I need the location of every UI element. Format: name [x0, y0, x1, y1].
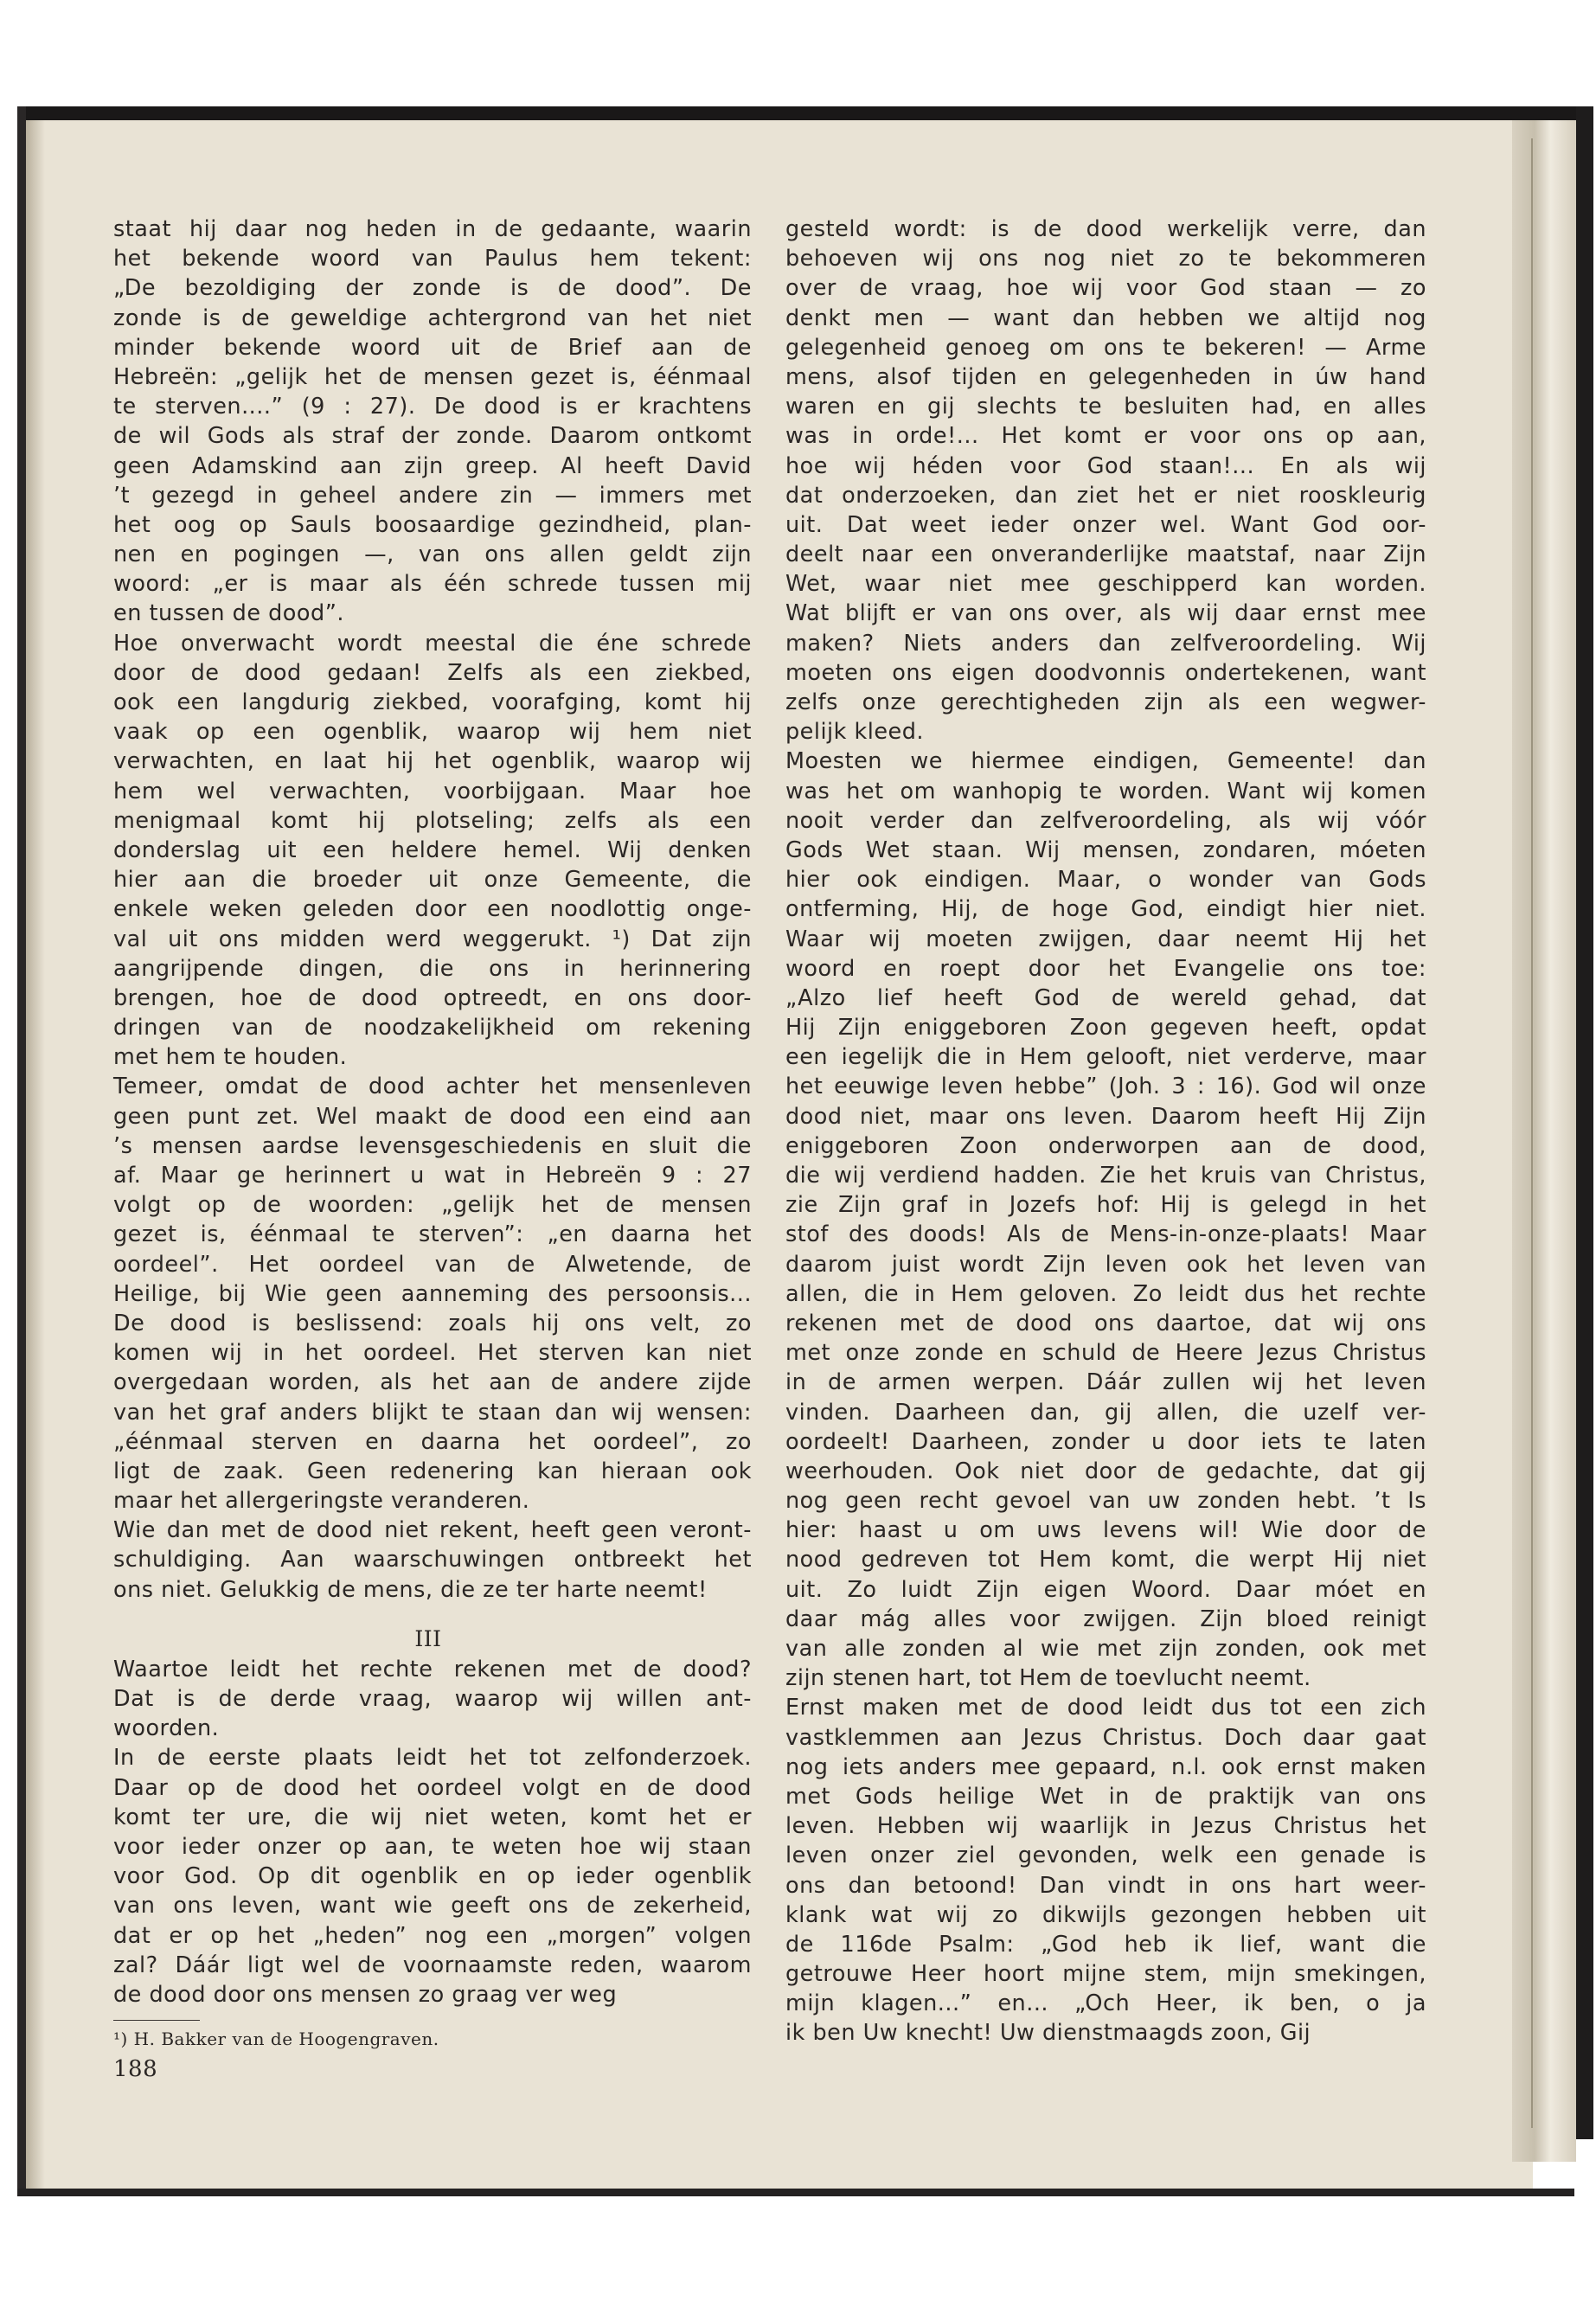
- text-line: leven. Hebben wij waarlijk in Jezus Christus het: [785, 1813, 1426, 1840]
- text-line: eniggeboren Zoon onderworpen aan de dood,: [785, 1132, 1426, 1159]
- text-line: nood gedreven tot Hem komt, die werpt Hij niet: [785, 1547, 1426, 1574]
- text-line: pelijk kleed.: [785, 719, 925, 746]
- text-line: hem wel verwachten, voorbijgaan. Maar hoe: [113, 778, 752, 804]
- scan-frame-bottom: [17, 2189, 1574, 2196]
- text-line: geen punt zet. Wel maakt de dood een eind aan: [113, 1103, 752, 1130]
- text-line: ontferming, Hij, de hoge God, eindigt hier niet.: [785, 896, 1426, 923]
- text-line: Ernst maken met de dood leidt dus tot een zich: [785, 1695, 1426, 1721]
- text-line: dringen van de noodzakelijkheid om rekening: [113, 1015, 752, 1042]
- text-line: Moesten we hiermee eindigen, Gemeente! dan: [785, 748, 1426, 775]
- text-line: voor God. Op dit ogenblik en op ieder ogenblik: [113, 1863, 752, 1890]
- text-line: „De bezoldiging der zonde is de dood”. De: [113, 275, 752, 302]
- text-line: Hebreën: „gelijk het de mensen gezet is, éénmaal: [113, 363, 752, 390]
- text-line: zelfs onze gerechtigheden zijn als een wegwer-: [785, 689, 1426, 715]
- text-line: menigmaal komt hij plotseling; zelfs als een: [113, 807, 752, 834]
- text-line: met hem te houden.: [113, 1044, 348, 1071]
- text-line: het oog op Sauls boosaardige gezindheid, plan-: [113, 511, 752, 538]
- text-line: en tussen de dood”.: [113, 600, 345, 627]
- text-line: zie Zijn graf in Jozefs hof: Hij is gelegd in het: [785, 1192, 1426, 1219]
- paragraph: [113, 215, 752, 629]
- text-line: behoeven wij ons nog niet zo te bekommeren: [785, 246, 1426, 272]
- paragraph: [113, 629, 752, 1073]
- text-line: Hij Zijn eniggeboren Zoon gegeven heeft, opdat: [785, 1015, 1426, 1042]
- text-line: ik ben Uw knecht! Uw dienstmaagds zoon, Gij: [785, 2020, 1311, 2047]
- text-line: geen Adamskind aan zijn greep. Al heeft David: [113, 452, 752, 479]
- text-line: gelegenheid genoeg om ons te bekeren! — Arme: [785, 334, 1426, 361]
- text-line: gezet is, éénmaal te sterven”: „en daarna het: [113, 1221, 752, 1248]
- text-line: enkele weken geleden door een noodlottig onge-: [113, 896, 752, 923]
- text-line: Waartoe leidt het rechte rekenen met de dood?: [113, 1656, 752, 1682]
- text-line: In de eerste plaats leidt het tot zelfonderzoek.: [113, 1745, 752, 1772]
- text-line: zal? Dáár ligt wel de voornaamste reden, waarom: [113, 1952, 752, 1978]
- text-line: dat er op het „heden” nog een „morgen” volgen: [113, 1922, 752, 1949]
- text-line: af. Maar ge herinnert u wat in Hebreën 9 : 27: [113, 1163, 752, 1189]
- text-line: daarom juist wordt Zijn leven ook het leven van: [785, 1251, 1426, 1278]
- text-line: met Gods heilige Wet in de praktijk van ons: [785, 1783, 1426, 1810]
- paragraph: [113, 1516, 752, 1605]
- paragraph: [785, 215, 1426, 747]
- paragraph: [113, 1743, 752, 2009]
- paragraph: [785, 1693, 1426, 2048]
- text-line: overgedaan worden, als het aan de andere zijde: [113, 1369, 752, 1396]
- text-line: uit. Dat weet ieder onzer wel. Want God oor-: [785, 511, 1426, 538]
- text-line: ons niet. Gelukkig de mens, die ze ter harte neemt!: [113, 1576, 708, 1603]
- text-line: komen wij in het oordeel. Het sterven kan niet: [113, 1340, 752, 1367]
- text-line: Wat blijft er van ons over, als wij daar ernst mee: [785, 600, 1426, 627]
- text-line: de dood door ons mensen zo graag ver weg: [113, 1981, 618, 2008]
- text-line: „Alzo lief heeft God de wereld gehad, dat: [785, 984, 1426, 1011]
- paragraph: [113, 1655, 752, 1744]
- text-line: was het om wanhopig te worden. Want wij komen: [785, 778, 1426, 804]
- text-line: ons dan betoond! Dan vindt in ons hart weer-: [785, 1872, 1426, 1899]
- text-line: met onze zonde en schuld de Heere Jezus Christus: [785, 1340, 1426, 1367]
- text-line: de 116de Psalm: „God heb ik lief, want die: [785, 1931, 1426, 1958]
- page-edge-line: [1531, 138, 1533, 2128]
- text-line: van het graf anders blijkt te staan dan wij wensen:: [113, 1399, 752, 1426]
- text-line: klank wat wij zo dikwijls gezongen hebben uit: [785, 1901, 1426, 1928]
- right-column-body: [785, 215, 1426, 2048]
- text-line: zonde is de geweldige achtergrond van het niet: [113, 304, 752, 331]
- text-line: dood niet, maar ons leven. Daarom heeft Hij Zijn: [785, 1103, 1426, 1130]
- text-line: volgt op de woorden: „gelijk het de mensen: [113, 1192, 752, 1219]
- text-line: komt ter ure, die wij niet weten, komt het er: [113, 1804, 752, 1830]
- text-line: ligt de zaak. Geen redenering kan hieraan ook: [113, 1458, 752, 1484]
- text-line: Heilige, bij Wie geen aanneming des persoonsis...: [113, 1280, 752, 1307]
- text-line: moeten ons eigen doodvonnis ondertekenen, want: [785, 659, 1426, 686]
- text-line: brengen, hoe de dood optreedt, en ons door-: [113, 984, 752, 1011]
- text-line: over de vraag, hoe wij voor God staan — zo: [785, 275, 1426, 302]
- text-line: allen, die in Hem geloven. Zo leidt dus het rechte: [785, 1280, 1426, 1307]
- text-line: oordeelt! Daarheen, zonder u door iets te laten: [785, 1428, 1426, 1455]
- text-line: het eeuwige leven hebbe” (Joh. 3 : 16). God wil onze: [785, 1074, 1426, 1100]
- text-line: Daar op de dood het oordeel volgt en de dood: [113, 1774, 752, 1801]
- left-column-body: [113, 215, 752, 1605]
- text-line: minder bekende woord uit de Brief aan de: [113, 334, 752, 361]
- text-line: zijn stenen hart, tot Hem de toevlucht neemt.: [785, 1665, 1311, 1692]
- text-line: dat onderzoeken, dan ziet het er niet rooskleurig: [785, 482, 1426, 509]
- paragraph: [785, 747, 1426, 1693]
- text-line: een iegelijk die in Hem gelooft, niet verderve, maar: [785, 1044, 1426, 1071]
- text-line: aangrijpende dingen, die ons in herinnering: [113, 955, 752, 982]
- text-line: het bekende woord van Paulus hem tekent:: [113, 246, 752, 272]
- text-line: die wij verdiend hadden. Zie het kruis van Christus,: [785, 1163, 1426, 1189]
- text-line: ’s mensen aardse levensgeschiedenis en sluit die: [113, 1132, 752, 1159]
- text-line: stof des doods! Als de Mens-in-onze-plaats! Maar: [785, 1221, 1426, 1248]
- scan-frame-top: [17, 106, 1593, 120]
- footnote: ¹) H. Bakker van de Hoogengraven.: [113, 2029, 439, 2050]
- text-line: val uit ons midden werd weggerukt. ¹) Dat zijn: [113, 926, 752, 952]
- text-line: donderslag uit een heldere hemel. Wij denken: [113, 836, 752, 863]
- text-line: hoe wij héden voor God staan!... En als wij: [785, 452, 1426, 479]
- text-line: gesteld wordt: is de dood werkelijk verre, dan: [785, 216, 1426, 242]
- text-line: oordeel”. Het oordeel van de Alwetende, de: [113, 1251, 752, 1278]
- text-line: nen en pogingen —, van ons allen geldt zijn: [113, 542, 752, 568]
- text-line: De dood is beslissend: zoals hij ons velt, zo: [113, 1310, 752, 1336]
- text-line: maar het allergeringste veranderen.: [113, 1488, 530, 1515]
- footnote-rule: [113, 2020, 200, 2021]
- text-line: in de armen werpen. Dáár zullen wij het leven: [785, 1369, 1426, 1396]
- text-line: woorden.: [113, 1715, 220, 1742]
- text-line: getrouwe Heer hoort mijne stem, mijn smekingen,: [785, 1961, 1426, 1988]
- paragraph: [113, 1072, 752, 1516]
- text-line: Hoe onverwacht wordt meestal die éne schrede: [113, 630, 752, 657]
- text-line: van alle zonden al wie met zijn zonden, ook met: [785, 1636, 1426, 1662]
- page-number: 188: [113, 2056, 158, 2083]
- text-line: leven onzer ziel gevonden, welk een genade is: [785, 1843, 1426, 1869]
- text-line: hier ook eindigen. Maar, o wonder van Gods: [785, 867, 1426, 894]
- text-line: Waar wij moeten zwijgen, daar neemt Hij het: [785, 926, 1426, 952]
- page-edge: [1512, 120, 1576, 2162]
- text-line: Temeer, omdat de dood achter het mensenleven: [113, 1074, 752, 1100]
- text-line: denkt men — want dan hebben we altijd nog: [785, 304, 1426, 331]
- text-line: nog geen recht gevoel van uw zonden hebt. ’t Is: [785, 1488, 1426, 1515]
- section-three-body: [113, 1655, 752, 2009]
- text-line: hier aan die broeder uit onze Gemeente, die: [113, 867, 752, 894]
- text-line: woord: „er is maar als één schrede tussen mij: [113, 571, 752, 598]
- text-line: mens, alsof tijden en gelegenheden in úw hand: [785, 363, 1426, 390]
- text-line: de wil Gods als straf der zonde. Daarom ontkomt: [113, 423, 752, 450]
- binding-shadow: [26, 120, 45, 2189]
- text-line: schuldiging. Aan waarschuwingen ontbreekt het: [113, 1547, 752, 1574]
- text-line: door de dood gedaan! Zelfs als een ziekbed,: [113, 659, 752, 686]
- text-line: woord en roept door het Evangelie ons toe:: [785, 955, 1426, 982]
- text-line: vaak op een ogenblik, waarop wij hem niet: [113, 719, 752, 746]
- text-line: ook een langdurig ziekbed, voorafging, komt hij: [113, 689, 752, 715]
- text-line: mijn klagen...” en... „Och Heer, ik ben, o ja: [785, 1990, 1426, 2017]
- text-line: Dat is de derde vraag, waarop wij willen ant-: [113, 1686, 752, 1712]
- text-line: voor ieder onzer op aan, te weten hoe wij staan: [113, 1833, 752, 1860]
- text-line: te sterven....” (9 : 27). De dood is er krachtens: [113, 394, 752, 420]
- scan-frame-right: [1576, 106, 1593, 2139]
- text-line: was in orde!... Het komt er voor ons op aan,: [785, 423, 1426, 450]
- text-line: deelt naar een onveranderlijke maatstaf, naar Zijn: [785, 542, 1426, 568]
- section-number: III: [414, 1625, 442, 1651]
- text-line: verwachten, en laat hij het ogenblik, waarop wij: [113, 748, 752, 775]
- text-line: Wie dan met de dood niet rekent, heeft geen veront-: [113, 1517, 752, 1544]
- scan-frame-left: [17, 106, 26, 2196]
- left-column: [113, 215, 752, 2086]
- text-line: waren en gij slechts te besluiten had, en alles: [785, 394, 1426, 420]
- text-line: weerhouden. Ook niet door de gedachte, dat gij: [785, 1458, 1426, 1484]
- text-line: Wet, waar niet mee geschipperd kan worden.: [785, 571, 1426, 598]
- text-line: staat hij daar nog heden in de gedaante, waarin: [113, 216, 752, 242]
- text-line: vastklemmen aan Jezus Christus. Doch daar gaat: [785, 1724, 1426, 1751]
- text-line: maken? Niets anders dan zelfveroordeling. Wij: [785, 630, 1426, 657]
- text-line: ’t gezegd in geheel andere zin — immers met: [113, 482, 752, 509]
- text-line: „éénmaal sterven en daarna het oordeel”, zo: [113, 1428, 752, 1455]
- text-line: rekenen met de dood ons daartoe, dat wij ons: [785, 1310, 1426, 1336]
- text-line: nooit verder dan zelfveroordeling, als wij vóór: [785, 807, 1426, 834]
- right-column: [785, 215, 1426, 2048]
- text-line: vinden. Daarheen dan, gij allen, die uzelf ver-: [785, 1399, 1426, 1426]
- text-line: uit. Zo luidt Zijn eigen Woord. Daar móet en: [785, 1576, 1426, 1603]
- text-line: daar mág alles voor zwijgen. Zijn bloed reinigt: [785, 1606, 1426, 1632]
- text-line: nog iets anders mee gepaard, n.l. ook ernst maken: [785, 1753, 1426, 1780]
- text-line: Gods Wet staan. Wij mensen, zondaren, móeten: [785, 836, 1426, 863]
- text-line: van ons leven, want wie geeft ons de zekerheid,: [113, 1893, 752, 1920]
- text-line: hier: haast u om uws levens wil! Wie door de: [785, 1517, 1426, 1544]
